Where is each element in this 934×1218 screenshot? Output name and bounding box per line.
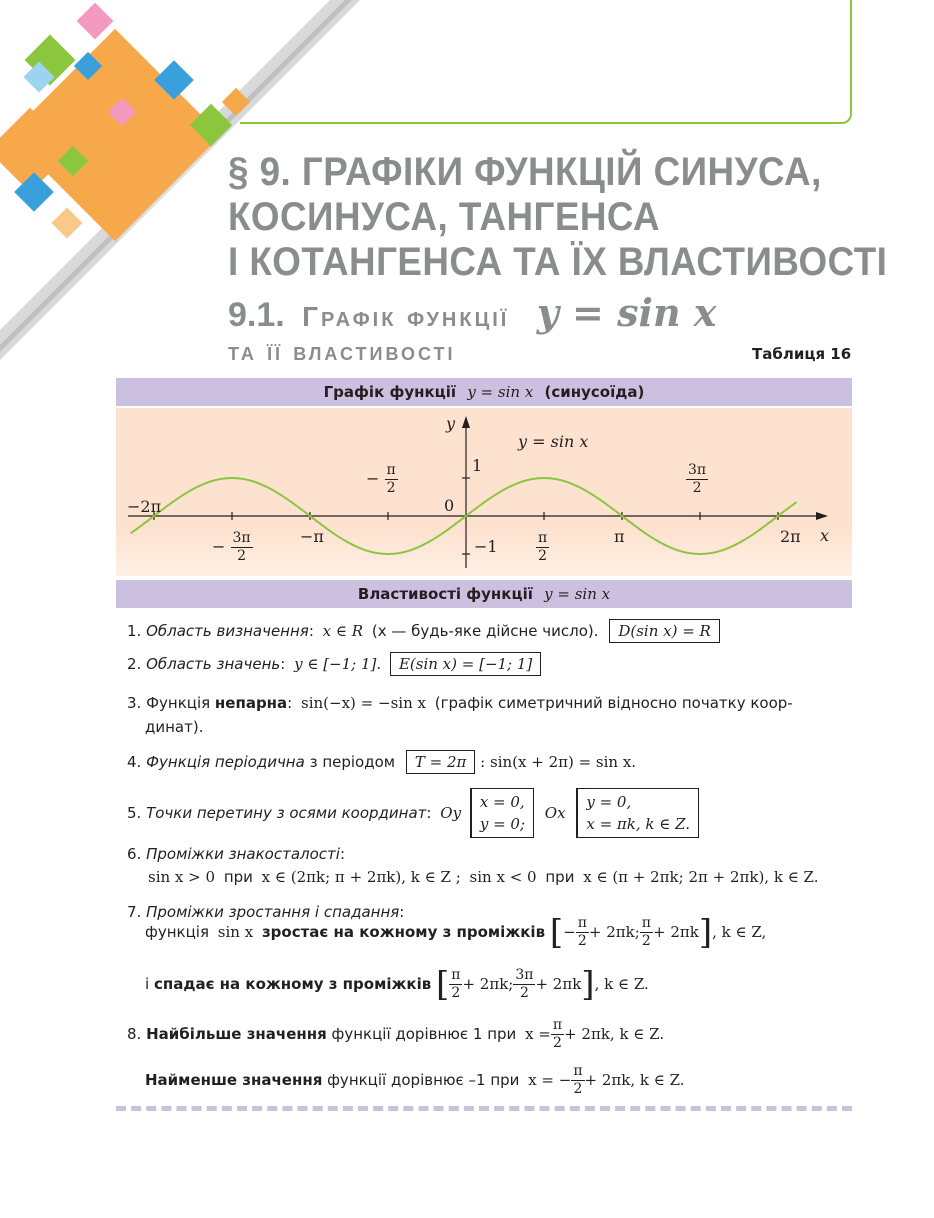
subsection-formula: y = sin x [536, 290, 717, 335]
property-5: 5. Точки перетину з осями координат: Oy x = 0, y = 0; Ox y = 0, x = πk, k ∈ Z. [127, 788, 699, 838]
property-2: 2. Область значень: y ∈ [−1; 1]. E(sin x) = [−1; 1] [127, 652, 541, 676]
x-axis-label: x [820, 526, 830, 545]
property-7-line-3: і спадає на кожному з проміжків [ $\frac{\pi}{2}$ + 2πk; $\frac{3\pi}{2}$ + 2πk], k ∈ Z. [145, 964, 649, 1005]
section-title-line-1: § 9. ГРАФІКИ ФУНКЦІЙ СИНУСА, [228, 150, 822, 194]
properties-bar-formula: y = sin x [544, 585, 611, 603]
subsection-title-line-2: та її властивості [228, 336, 456, 366]
tick-label-minus-pi-2: − $\frac{\pi}{2}$ [366, 462, 396, 496]
graph-header-bar [116, 378, 852, 406]
subsection-title [228, 290, 716, 335]
bottom-divider [116, 1106, 852, 1111]
tick-label-2pi: 2π [780, 527, 801, 546]
range-box: E(sin x) = [−1; 1] [390, 652, 541, 676]
tick-label-pi-2: $\frac{\pi}{2}$ [538, 530, 548, 564]
table-label: Таблиця 16 [752, 345, 852, 363]
property-7-line-2: функція sin x зростає на кожному з проміжків [− $\frac{\pi}{2}$ + 2πk; $\frac{\pi}{2}$ + 2πk], k ∈ Z, [145, 912, 767, 953]
property-3: 3. Функція непарна: sin(−x) = −sin x (графік симетричний відносно початку коор- [127, 694, 793, 712]
tick-label-one: 1 [472, 456, 483, 475]
graph-bar-formula: y = sin x [467, 383, 534, 401]
properties-header-bar [116, 580, 852, 608]
tick-label-minus-2pi: −2π [127, 497, 162, 516]
graph-bar-label: Графік функції [323, 383, 457, 401]
ox-system: y = 0, x = πk, k ∈ Z. [576, 788, 699, 838]
y-axis-label: y [446, 414, 456, 433]
tick-label-pi: π [614, 527, 625, 546]
property-7: 7. Проміжки зростання і спадання: [127, 903, 405, 921]
subsection-text: Графік функції [302, 301, 510, 332]
property-6: 6. Проміжки знакосталості: [127, 845, 346, 863]
y-axis-arrow-icon [462, 416, 470, 428]
property-8: 8. Найбільше значення функції дорівнює 1 при x = $\frac{\pi}{2}$ + 2πk, k ∈ Z. [127, 1017, 665, 1051]
tick-label-minus-3pi-2: − $\frac{3\pi}{2}$ [212, 530, 251, 564]
tick-label-3pi-2: $\frac{3\pi}{2}$ [688, 462, 707, 496]
header-frame [240, 0, 852, 124]
property-3-cont: динат). [145, 718, 204, 736]
x-axis-arrow-icon [816, 512, 828, 520]
property-4: 4. Функція періодична з періодом T = 2π : sin(x + 2π) = sin x. [127, 750, 636, 774]
property-1: 1. Область визначення: x ∈ R (x — будь-яке дійсне число). D(sin x) = R [127, 619, 720, 643]
subsection-number: 9.1. [228, 296, 285, 334]
section-title-line-2: КОСИНУСА, ТАНГЕНСА [228, 195, 661, 239]
section-title-line-3: І КОТАНГЕНСА ТА ЇХ ВЛАСТИВОСТІ [228, 240, 888, 284]
oy-system: x = 0, y = 0; [470, 788, 534, 838]
graph-bar-suffix: (синусоїда) [544, 383, 645, 401]
domain-box: D(sin x) = R [609, 619, 720, 643]
property-8-line-2: Найменше значення функції дорівнює –1 при x = − $\frac{\pi}{2}$ + 2πk, k ∈ Z. [145, 1063, 685, 1097]
curve-label: y = sin x [518, 432, 589, 451]
origin-label: 0 [444, 496, 455, 515]
properties-bar-label: Властивості функції [357, 585, 533, 603]
tick-label-minus-one: −1 [474, 537, 498, 556]
tick-label-minus-pi: −π [300, 527, 324, 546]
period-box: T = 2π [406, 750, 476, 774]
property-6-line-2: sin x > 0 при x ∈ (2πk; π + 2πk), k ∈ Z ; sin x < 0 при x ∈ (π + 2πk; 2π + 2πk), k ∈ Z. [148, 868, 819, 886]
